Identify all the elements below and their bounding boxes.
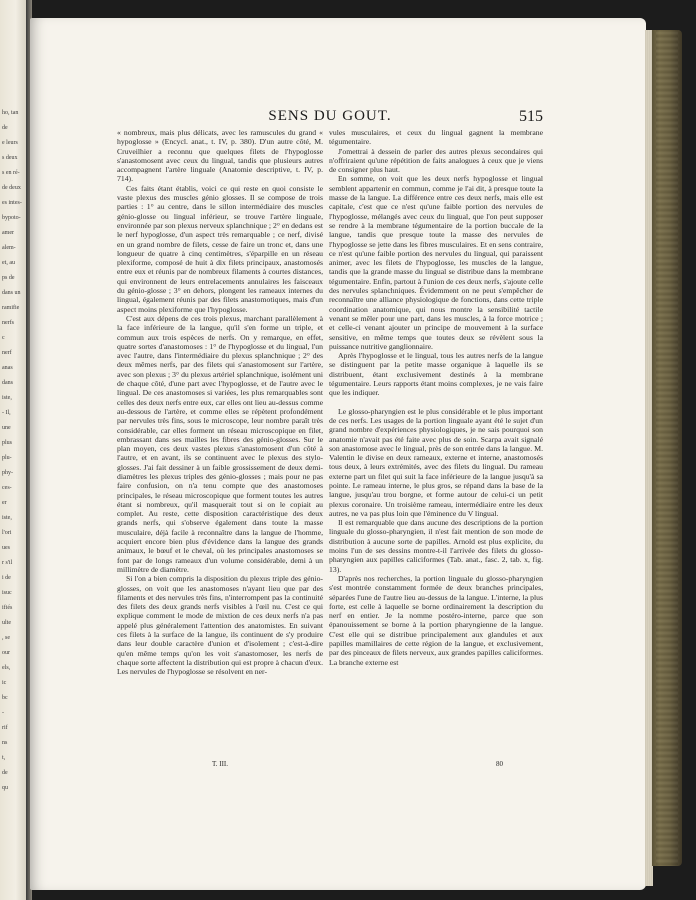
- paragraph: Il est remarquable que dans aucune des descriptions de la portion linguale du glosso-pharyngien, il n'est fait mention de son mode de distribution à aucune sorte de papilles. Arnold est plus explicite, du moins l'un de ses dessins montre-t-il l'arrivée des filets du glosso-pharyngien aux papilles caliciformes (Tab. anat., fasc. 2, tab. x, fig. 13).: [329, 518, 543, 574]
- facing-page-text-fragment: de: [2, 770, 8, 776]
- facing-page-text-fragment: de: [2, 125, 8, 131]
- page-footer: [117, 760, 543, 770]
- paragraph: C'est aux dépens de ces trois plexus, marchant parallèlement à la face inférieure de la langue, qu'il s'en forme un triple, et commun aux trois espèces de nerfs. On y remarque, en effet, quatre sortes d'anastomoses : 1° de l'hypoglosse et du lingual, l'un avec l'autre, dans l'intermédiaire du plexus splanchnique ; 2° des deux mêmes nerfs, par des filets qui s'anastomosent sur l'artère, avec son plexus ; 3° du plexus artériel splanchnique, isolément uni de chaque côté, d'une part avec l'hypoglosse, et de l'autre avec le lingual. De ces anastomoses si variées, les plus remarquables sont celles des deux nerfs entre eux, car elles ont lieu au-dessus comme au-dessous de l'artère, et comme elles se répètent profondément par nervules très fins, sous le microscope, leur nombre paraît très considérable, car elles forment un réseau microscopique en filet, embrassant dans ses mailles les fibres des génio-glosses. Sur le plan moyen, ces deux vastes plexus s'anastomosent d'un côté à l'autre, et en avant, ils se continuent avec le plexus des stylo-glosses. J'ai fait dessiner à un faible grossissement de deux demi-diamètres les plexus triples des génio-glosses ; mais pour ne pas faire confusion, on n'a tenu compte que des anastomoses principales, le réseau microscopique que forment toutes les autres étant si nombreux, qu'il masquerait tout si on le copiait au complet. Au reste, cette disposition caractéristique des deux grands nerfs, qui s'observe également dans toute la masse musculaire, déjà facile à reconnaître dans la langue de l'homme, acquiert encore bien plus d'évidence dans la langue des grands animaux, le bœuf et le cheval, où les principales anastomoses se font par de longs rameaux d'un volume considérable, demi à un millimètre de diamètre.: [117, 313, 323, 574]
- facing-page-text-fragment: ns: [2, 740, 8, 746]
- left-column: [117, 128, 323, 677]
- volume-signature: T. III.: [212, 760, 228, 768]
- facing-page-text-fragment: i de: [2, 575, 11, 581]
- facing-page-text-fragment: c: [2, 335, 5, 341]
- facing-page-text-fragment: e leurs: [2, 140, 18, 146]
- facing-page-text-fragment: plus: [2, 440, 13, 446]
- facing-page-text-fragment: ulte: [2, 620, 11, 626]
- facing-page-text-fragment: s en ré-: [2, 170, 20, 176]
- facing-page-text-fragment: ho, tan: [2, 110, 19, 116]
- facing-page-text-fragment: rif: [2, 725, 8, 731]
- facing-page-text-fragment: , se: [2, 635, 10, 641]
- facing-page-text-fragment: iste,: [2, 515, 12, 521]
- facing-page-text-fragment: ps de: [2, 275, 15, 281]
- right-column: [329, 128, 543, 667]
- paragraph: Ces faits étant établis, voici ce qui reste en quoi consiste le vaste plexus des muscles génio glosses. Il se compose de trois parties : 1° au centre, dans le sillon intermédiaire des muscles génio-glosse ou lingual inférieur, se trouve l'artère linguale, environnée par son plexus nerveux splanchnique ; 2° en dedans est le nerf hypoglosse, d'un aspect très remarquable ; ce nerf, divisé en un grand nombre de filets, cesse de faire un tronc et, dans une longueur de quatre à cinq centimètres, s'éparpille en un réseau plexiforme, composé de huit à dix filets principaux, anastomosés entre eux et réunis par de nombreux filaments à courtes distances, qui environnent de leurs entrelacements annulaires les faisceaux du génio-glosse ; 3° en dehors, plongent les rameaux internes du lingual, également réunis par des filets anastomotiques, mais d'un aspect moins plexiforme que l'hypoglosse.: [117, 183, 323, 314]
- sheet-number: 80: [496, 760, 503, 768]
- facing-page-text-fragment: anas: [2, 365, 13, 371]
- facing-page-text-fragment: s deux: [2, 155, 18, 161]
- facing-page-text-fragment: alem-: [2, 245, 16, 251]
- facing-page-text-fragment: dans: [2, 380, 13, 386]
- paragraph: D'après nos recherches, la portion linguale du glosso-pharyngien s'est montrée constamment formée de deux branches principales, séparées l'une de l'autre lieu au-dessus de la langue. L'interne, la plus forte, est celle à laquelle se borne ordinairement la description du nerf en entier. Je la nomme postéro-interne, parce que son épanouissement se borne à la portion pharyngienne de la langue. C'est elle qui se distribue principalement aux glandules et aux papilles mamillaires de cette région de la langue, et exclusivement, par des pinceaux de filets nerveux, aux grandes papilles caliciformes. La branche externe est: [329, 573, 543, 667]
- facing-page-text-fragment: nerf: [2, 350, 12, 356]
- paragraph: « nombreux, mais plus délicats, avec les ramuscules du grand « hypoglosse » (Encycl. anat., t. IV, p. 380). D'un autre côté, M. Cruveilhier a reconnu que quelques filets de l'hypoglosse s'anastomosent avec ceux du lingual, tandis que plusieurs autres accompagnent l'artère linguale (Anatomie descriptive, t. IV, p. 714).: [117, 128, 323, 184]
- paragraph: Après l'hypoglosse et le lingual, tous les autres nerfs de la langue se distinguent par la petite masse organique à laquelle ils se distribuent, étant exclusivement destinés à la membrane tégumentaire. Leurs rapports étant moins complexes, je ne vais faire que les indiquer.: [329, 351, 543, 398]
- facing-page-text-fragment: bypoto-: [2, 215, 21, 221]
- facing-page-text-fragment: ifiés: [2, 605, 13, 611]
- paragraph: Si l'on a bien compris la disposition du plexus triple des génio-glosses, on voit que les anastomoses n'ayant lieu que par des filaments et des nervules très fins, n'interrompent pas la continuité des filets des deux grands nerfs visibles à l'œil nu. C'est ce qui explique comment le mode de mixtion de ces deux nerfs n'a pas appelé plus généralement l'attention des anatomistes. En suivant ces filets à la surface de la langue, ils continuent de s'y produire dans leur double caractère d'union et d'isolement ; c'est-à-dire qu'en même temps qu'on les voit s'anastomoser, les nerfs de chaque sorte affectent la distribution qui est propre à chacun d'eux. Les nervules de l'hypoglosse se résolvent en ner-: [117, 574, 323, 677]
- facing-page-edge: [0, 0, 26, 900]
- facing-page-text-fragment: iste,: [2, 395, 12, 401]
- facing-page-text-fragment: plu-: [2, 455, 12, 461]
- page-number: 515: [519, 108, 543, 125]
- facing-page-text-fragment: phy-: [2, 470, 13, 476]
- facing-page-text-fragment: isuc: [2, 590, 12, 596]
- facing-page-text-fragment: - Il,: [2, 410, 11, 416]
- facing-page-text-fragment: l'ori: [2, 530, 12, 536]
- facing-page-text-fragment: et, au: [2, 260, 15, 266]
- book-spine: [652, 30, 682, 866]
- facing-page-text-fragment: our: [2, 650, 10, 656]
- facing-page-text-fragment: dans un: [2, 290, 21, 296]
- running-title: SENS DU GOUT.: [268, 108, 392, 124]
- facing-page-text-fragment: r s'il: [2, 560, 13, 566]
- facing-page-text-fragment: ues: [2, 545, 10, 551]
- page-header: [117, 108, 543, 126]
- facing-page-text-fragment: amer: [2, 230, 14, 236]
- facing-page-text-fragment: es intes-: [2, 200, 22, 206]
- facing-page-text-fragment: bc: [2, 695, 8, 701]
- facing-page-text-fragment: ces-: [2, 485, 12, 491]
- paragraph: vules musculaires, et ceux du lingual gagnent la membrane tégumentaire.: [329, 128, 543, 147]
- facing-page-text-fragment: une: [2, 425, 11, 431]
- facing-page-text-fragment: ramifie: [2, 305, 20, 311]
- facing-page-text-fragment: ic: [2, 680, 7, 686]
- facing-page-text-fragment: t,: [2, 755, 6, 761]
- facing-page-text-fragment: qu: [2, 785, 8, 791]
- facing-page-text-fragment: de deux: [2, 185, 21, 191]
- facing-page-text-fragment: er: [2, 500, 7, 506]
- facing-page-text-fragment: -: [2, 710, 4, 716]
- paragraph: En somme, on voit que les deux nerfs hypoglosse et lingual semblent appartenir en commun, comme je l'ai dit, à presque toute la masse de la langue. La différence entre ces deux nerfs, mais elle est capitale, c'est que ce n'est qu'une faible portion des nervules de l'hypoglosse, mélangés avec ceux du lingual, que l'on peut supposer se rendre à la membrane tégumentaire de la portion buccale de la langue, tandis que presque toute la masse des nervules de l'hypoglosse se jette dans les fibres musculaires. Et en sens contraire, ce n'est qu'une faible portion des nervules du lingual, qui paraissent animer, avec les filets de l'hypoglosse, les muscles de la langue, tandis que la grande masse du lingual se distribue dans la membrane tégumentaire. Enfin, partout à l'union de ces deux nerfs, s'ajoute celle des nervules splanchniques. Évidemment on ne peut s'empêcher de reconnaître une alliance physiologique de fonctions, dans cette triple coordination anatomique, qui nous montre la sensibilité tactile venant se mêler pour une part, dans les muscles, à la force motrice ; et celle-ci venant ajouter un principe de mouvement à la surface sensitive, en même temps que toutes deux se révèlent sous la puissance nutritive ganglionnaire.: [329, 174, 543, 351]
- facing-page-text-fragment: els,: [2, 665, 11, 671]
- paragraph: Le glosso-pharyngien est le plus considérable et le plus important de ces nerfs. Les usages de la portion linguale ayant été le sujet d'un grand nombre d'expériences physiologiques, je ne sais pourquoi son anatomie n'avait pas été faite avec plus de soin. Scarpa avait signalé son anastomose avec le lingual, près de son entrée dans la langue. M. Valentin le divise en deux rameaux, externe et interne, anastomosés tous deux, à leurs extrémités, avec des filets du lingual. Du rameau externe part un filet qui suit la face inférieure de la langue jusqu'à sa pointe. Le rameau interne, le plus gros, se répand dans la base de la langue, jusqu'au trou borgne, et forme autour de celui-ci un petit plexus coronaire. Un troisième rameau, intermédiaire entre les deux autres, ne va pas plus loin que l'éminence du V lingual.: [329, 406, 543, 518]
- facing-page-text-fragment: nerfs: [2, 320, 14, 326]
- paragraph: J'omettrai à dessein de parler des autres plexus secondaires qui n'offriraient qu'une répétition de faits analogues à ceux que je viens de consigner plus haut.: [329, 146, 543, 175]
